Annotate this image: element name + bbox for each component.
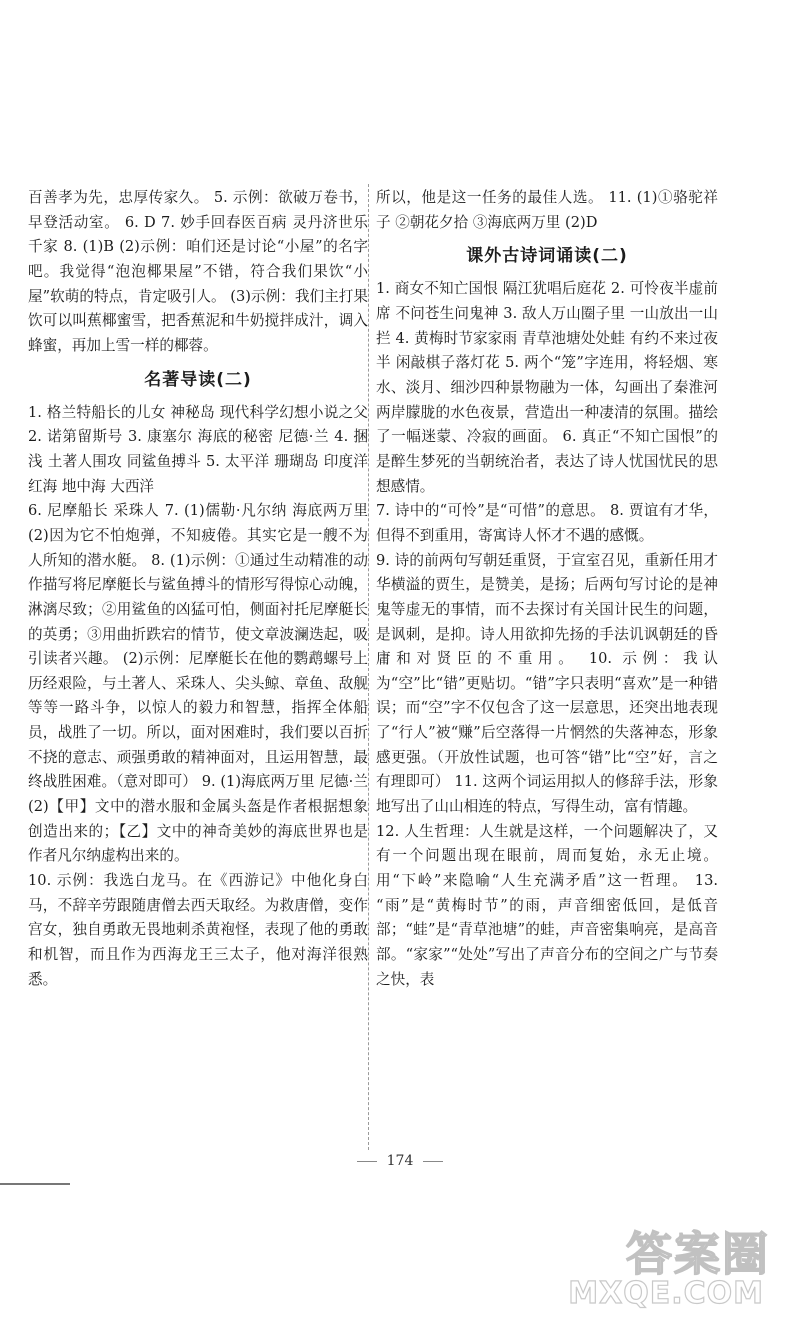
- section-title-ancient-poetry: 课外古诗词诵读(二): [466, 246, 628, 267]
- right-intro-paragraph: 所以，他是这一任务的最佳人选。 11. (1)①骆驼祥子 ②朝花夕拾 ③海底两万里 (2)D: [376, 189, 718, 231]
- answer-paragraph: 1. 格兰特船长的儿女 神秘岛 现代科学幻想小说之父 2. 诺第留斯号 3. 康塞尔 海底的秘密 尼德·兰 4. 捆浅 土著人围攻 同鲨鱼搏斗 5. 太平洋 珊瑚岛 印度洋 红海 地中海 大西洋: [28, 403, 368, 495]
- answer-paragraph: 12. 人生哲理：人生就是这样，一个问题解决了，又有一个问题出现在眼前，周而复始，永无止境。用“下岭”来隐喻“人生充满矛盾”这一哲理。 13. “雨”是“黄梅时节”的雨，声音细密低回，是低音部；“蛙”是“青草池塘”的蛙，声音密集响亮，是高音部。“家家”“处处”写出了声音分布的空间之广与节奏之快，表: [376, 822, 718, 988]
- page-number-dash-right: [423, 1161, 443, 1162]
- page-number: [0, 1153, 800, 1169]
- answer-paragraph: 6. 尼摩船长 采珠人 7. (1)儒勒·凡尔纳 海底两万里 (2)因为它不怕炮弹，不知疲倦。其实它是一艘不为人所知的潜水艇。 8. (1)示例：①通过生动精准的动作描写将尼摩艇长与鲨鱼搏斗的情形写得惊心动魄，淋漓尽致；②用鲨鱼的凶猛可怕，侧面衬托尼摩艇长的英勇；③用曲折跌宕的情节，使文章波澜迭起，吸引读者兴趣。 (2)示例：尼摩艇长在他的鹦鹉螺号上历经艰险，与土著人、采珠人、尖头鲸、章鱼、敌舰等等一路斗争，以惊人的毅力和智慧，指挥全体船员，战胜了一切。所以，面对困难时，我们要以百折不挠的意志、顽强勇敢的精神面对，且运用智慧，最终战胜困难。（意对即可） 9. (1)海底两万里 尼德·兰 (2)【甲】文中的潜水服和金属头盔是作者根据想象创造出来的；【乙】文中的神奇美妙的海底世界也是作者凡尔纳虚构出来的。: [28, 502, 368, 865]
- watermark-brand: 答案圈: [626, 1227, 770, 1281]
- bottom-rule: [0, 1183, 70, 1185]
- page-number-dash-left: [357, 1161, 377, 1162]
- answer-paragraph: 7. 诗中的“可怜”是“可惜”的意思。 8. 贾谊有才华，但得不到重用，寄寓诗人怀才不遇的感慨。: [376, 502, 718, 544]
- page-number-text: 174: [386, 1153, 414, 1169]
- answer-paragraph: 10. 示例：我选白龙马。在《西游记》中他化身白马，不辞辛劳跟随唐僧去西天取经。为救唐僧，变作宫女，独自勇敢无畏地刺杀黄袍怪，表现了他的勇敢和机智，而且作为西海龙王三太子，他对海洋很熟悉。: [28, 872, 368, 988]
- answer-paragraph: 9. 诗的前两句写朝廷重贤，于宣室召见，重新任用才华横溢的贾生，是赞美，是扬；后两句写讨论的是神鬼等虚无的事情，而不去探讨有关国计民生的问题，是讽刺，是抑。诗人用欲抑先扬的手法讥讽朝廷的昏庸和对贤臣的不重用。 10. 示例：我认为“空”比“错”更贴切。“错”字只表明“喜欢”是一种错误；而“空”字不仅包含了这一层意思，还突出地表现了“行人”被“赚”后空落得一片惘然的失落神态，形象感更强。（开放性试题，也可答“错”比“空”好，言之有理即可） 11. 这两个词运用拟人的修辞手法，形象地写出了山山相连的特点，写得生动，富有情趣。: [376, 551, 718, 816]
- right-column: [376, 186, 718, 992]
- answer-paragraph: 1. 商女不知亡国恨 隔江犹唱后庭花 2. 可怜夜半虚前席 不问苍生问鬼神 3. 敌人万山圈子里 一山放出一山拦 4. 黄梅时节家家雨 青草池塘处处蛙 有约不来过夜半 闲敲棋子落灯花 5. 两个“笼”字连用，将轻烟、寒水、淡月、细沙四种景物融为一体，勾画出了秦淮河两岸朦胧的水色夜景，营造出一种凄清的氛围。描绘了一幅迷蒙、冷寂的画面。 6. 真正“不知亡国恨”的是醉生梦死的当朝统治者，表达了诗人忧国忧民的思想感情。: [376, 280, 718, 495]
- watermark-url: MXQE.COM: [568, 1276, 764, 1311]
- left-intro-paragraph: 百善孝为先，忠厚传家久。 5. 示例：欲破万卷书，早登活动室。 6. D 7. 妙手回春医百病 灵丹济世乐千家 8. (1)B (2)示例：咱们还是讨论“小屋”的名字吧。我觉得“泡泡椰果屋”不错，符合我们果饮“小屋”软萌的特点，肯定吸引人。 (3)示例：我们主打果饮可以叫蕉椰蜜雪，把香蕉泥和牛奶搅拌成汁，调入蜂蜜，再加上雪一样的椰蓉。: [28, 189, 368, 354]
- column-divider: [368, 184, 369, 1150]
- watermark-logo: [560, 1218, 770, 1318]
- left-column: [28, 186, 368, 992]
- section-title-classics-reading: 名著导读(二): [144, 369, 252, 390]
